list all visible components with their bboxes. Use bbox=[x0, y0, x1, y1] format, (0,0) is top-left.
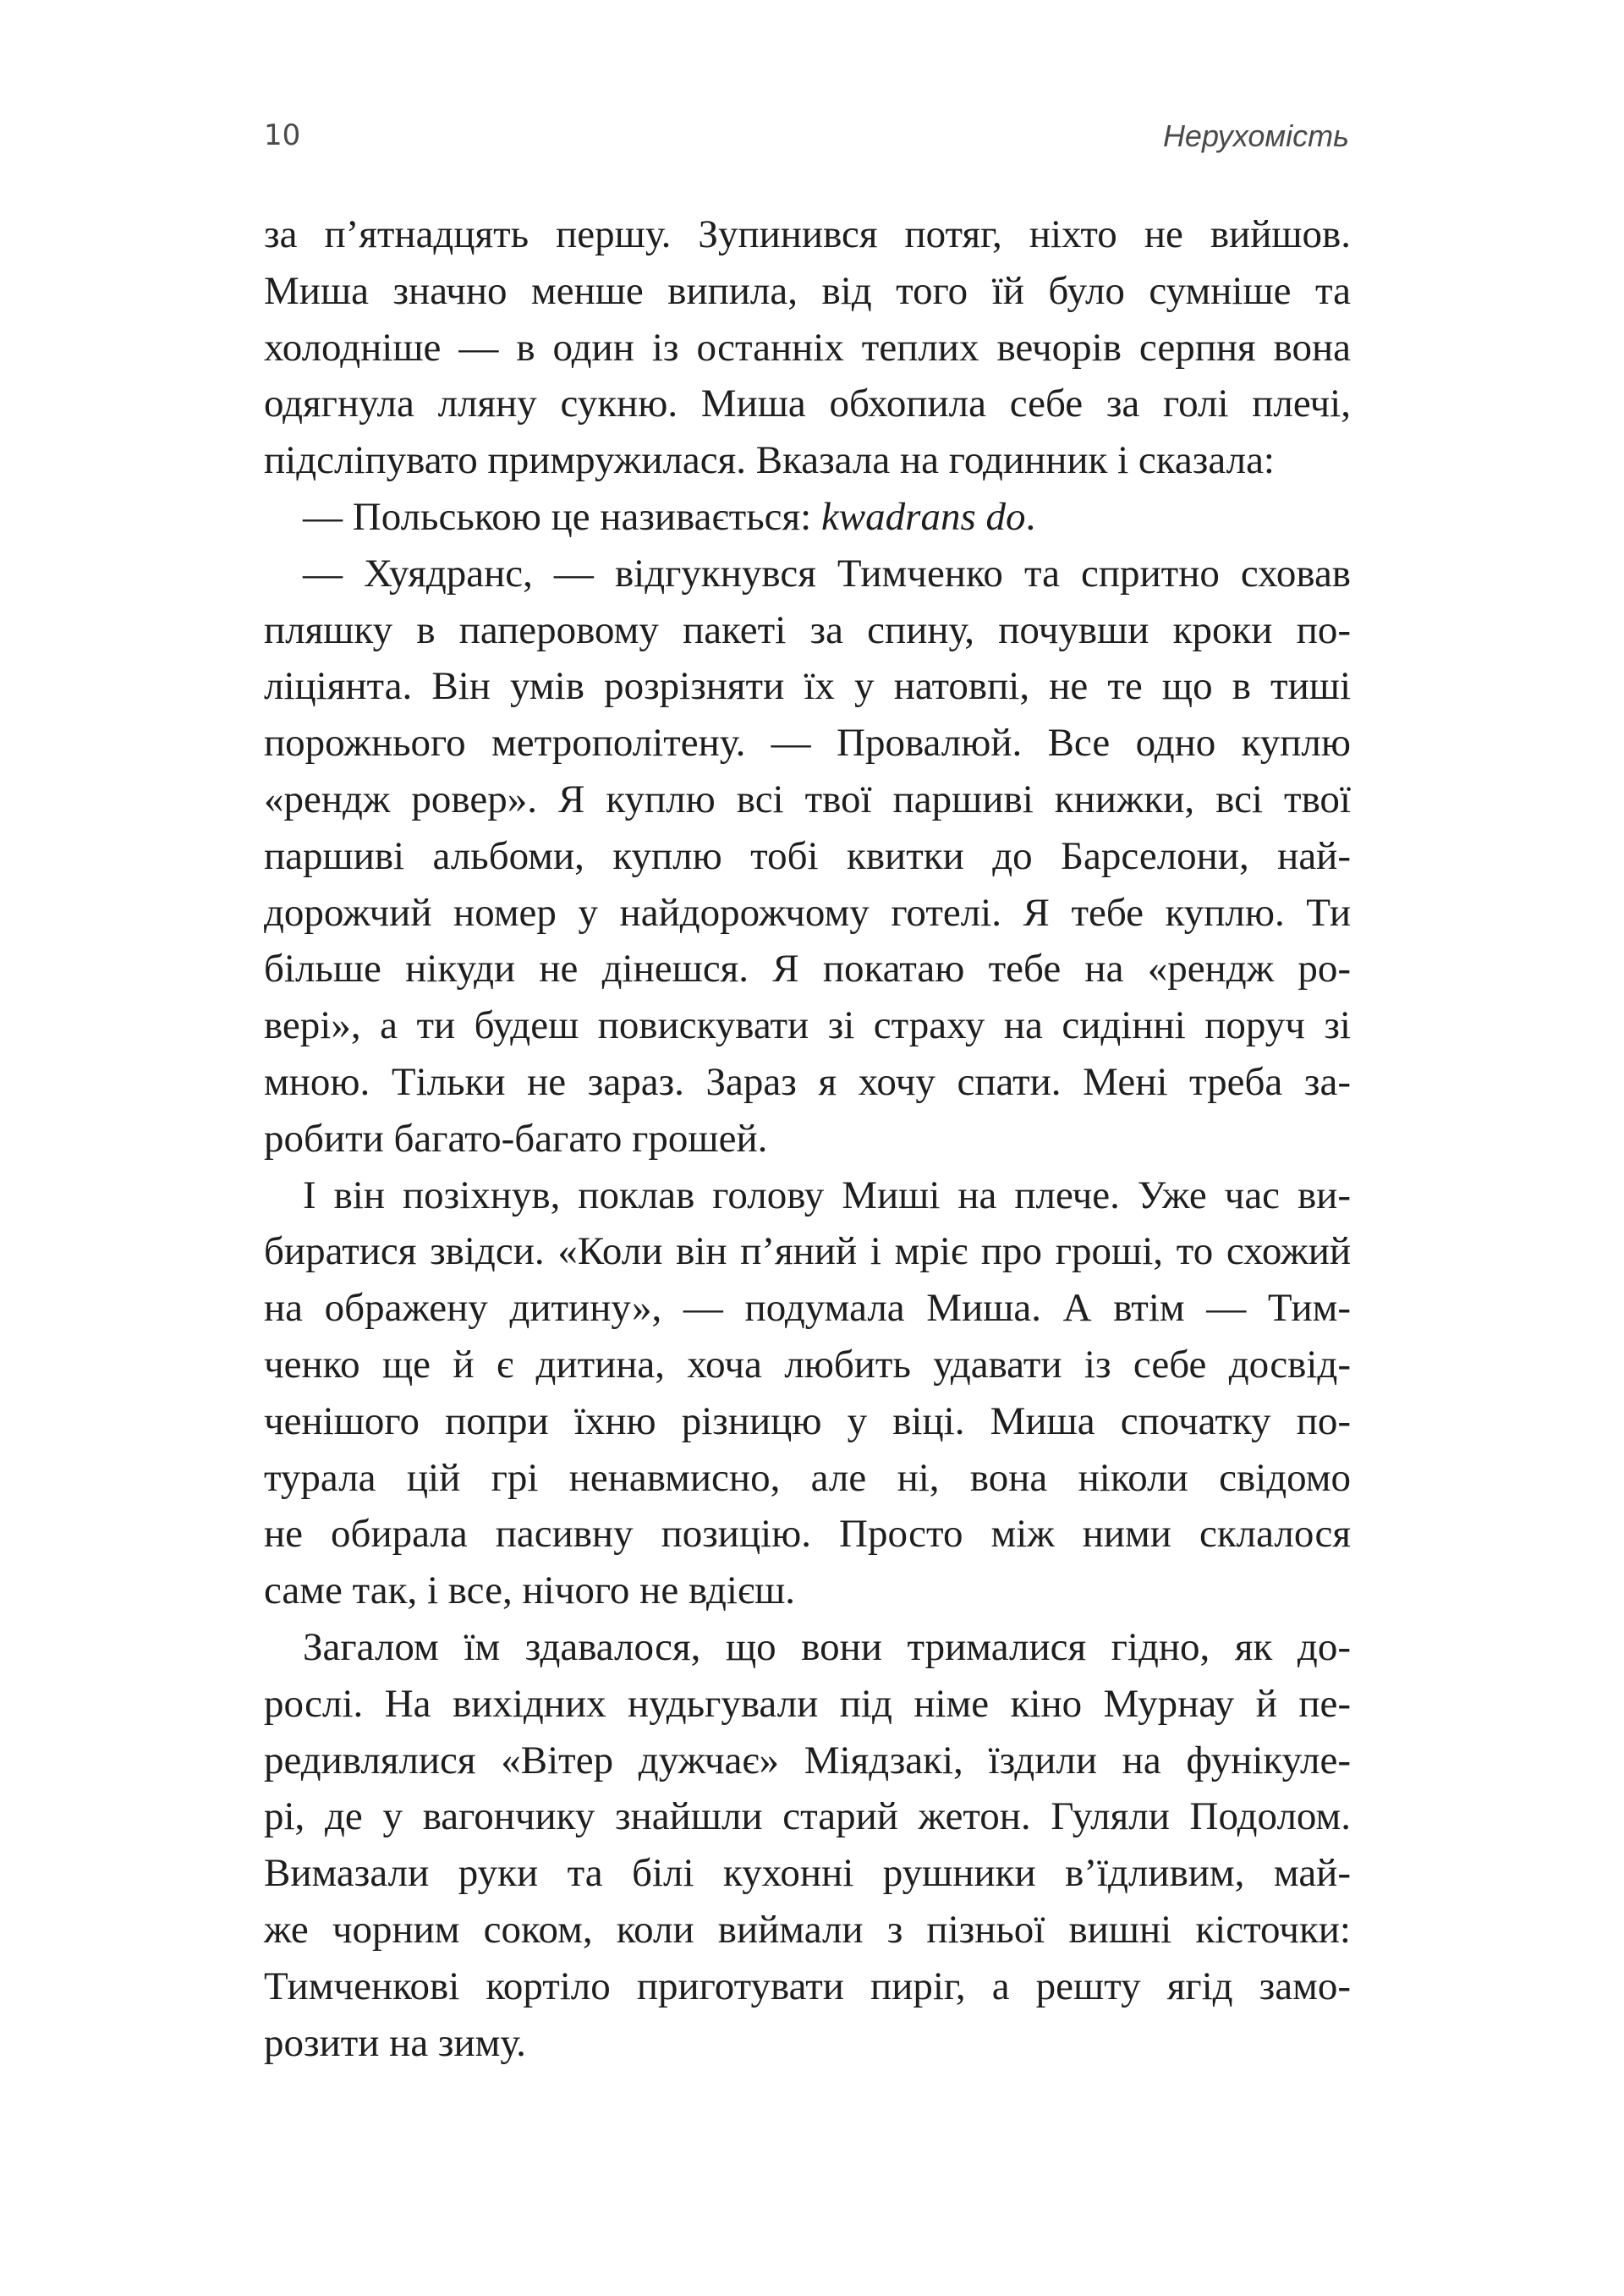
text-line: рослі. На вихідних нудьгували під німе кіно Мурнау й пе- bbox=[264, 1681, 1351, 1726]
text-line: холодніше — в один із останніх теплих вечорів серпня вона bbox=[264, 325, 1351, 370]
text-line: турала цій грі ненавмисно, але ні, вона ніколи свідомо bbox=[264, 1455, 1351, 1500]
text-line: пляшку в паперовому пакеті за спину, почувши кроки по- bbox=[264, 607, 1351, 652]
text-line: биратися звідси. «Коли він п’яний і мріє про гроші, то схожий bbox=[264, 1229, 1351, 1274]
page-number: 10 bbox=[264, 118, 301, 152]
text-line: підсліпувато примружилася. Вказала на годинник і сказала: bbox=[264, 438, 1275, 483]
text-line: не обирала пасивну позицію. Просто між ними склалося bbox=[264, 1512, 1351, 1557]
text-line: рі, де у вагончику знайшли старий жетон. Гуляли Подолом. bbox=[264, 1794, 1351, 1839]
text-line: за п’ятнадцять першу. Зупинився потяг, ніхто не вийшов. bbox=[264, 212, 1351, 256]
text-segment: — Польською це називається: bbox=[303, 494, 821, 539]
body-text bbox=[264, 206, 1351, 2071]
text-line: на ображену дитину», — подумала Миша. А втім — Тим- bbox=[264, 1286, 1351, 1331]
text-line: — Хуядранс, — відгукнувся Тимченко та спритно сховав bbox=[303, 551, 1351, 596]
text-line: одягнула лляну сукню. Миша обхопила себе за голі плечі, bbox=[264, 382, 1351, 426]
text-line: Вимазали руки та білі кухонні рушники в’їдливим, май- bbox=[264, 1851, 1351, 1896]
text-line: ченішого попри їхню різницю у віці. Миша спочатку по- bbox=[264, 1398, 1351, 1443]
text-line: Миша значно менше випила, від того їй було сумніше та bbox=[264, 268, 1351, 313]
running-title: Нерухомість bbox=[1162, 118, 1349, 153]
text-line: «рендж ровер». Я куплю всі твої паршиві книжки, всі твої bbox=[264, 777, 1351, 821]
text-line: Тимченкові кортіло приготувати пиріг, а решту ягід замо- bbox=[264, 1964, 1351, 2008]
text-line: Загалом їм здавалося, що вони трималися гідно, як до- bbox=[303, 1624, 1351, 1669]
text-line: І він позіхнув, поклав голову Миші на плече. Уже час ви- bbox=[303, 1173, 1351, 1217]
text-line: мною. Тільки не зараз. Зараз я хочу спати. Мені треба за- bbox=[264, 1059, 1351, 1104]
text-line: більше нікуди не дінешся. Я покатаю тебе на «рендж ро- bbox=[264, 947, 1351, 991]
text-line: же чорним соком, коли виймали з пізньої вишні кісточки: bbox=[264, 1907, 1351, 1952]
text-line: дорожчий номер у найдорожчому готелі. Я тебе куплю. Ти bbox=[264, 890, 1351, 935]
italic-phrase: kwadrans do bbox=[820, 494, 1026, 539]
text-line: робити багато-багато грошей. bbox=[264, 1116, 768, 1161]
text-line: ліціянта. Він умів розрізняти їх у натовпі, не те що в тиші bbox=[264, 664, 1351, 709]
text-segment: . bbox=[1025, 494, 1036, 539]
text-line: редивлялися «Вітер дужчає» Міядзакі, їздили на фунікуле- bbox=[264, 1738, 1351, 1782]
text-line bbox=[264, 489, 1351, 546]
text-line: паршиві альбоми, куплю тобі квитки до Барселони, най- bbox=[264, 833, 1351, 878]
text-line: саме так, і все, нічого не вдієш. bbox=[264, 1568, 796, 1613]
text-line: ченко ще й є дитина, хоча любить удавати із себе досвід- bbox=[264, 1342, 1351, 1387]
text-line: порожнього метрополітену. — Провалюй. Все одно куплю bbox=[264, 721, 1351, 766]
text-line: вері», а ти будеш повискувати зі страху на сидінні поруч зі bbox=[264, 1003, 1351, 1048]
text-line: розити на зиму. bbox=[264, 2020, 526, 2065]
